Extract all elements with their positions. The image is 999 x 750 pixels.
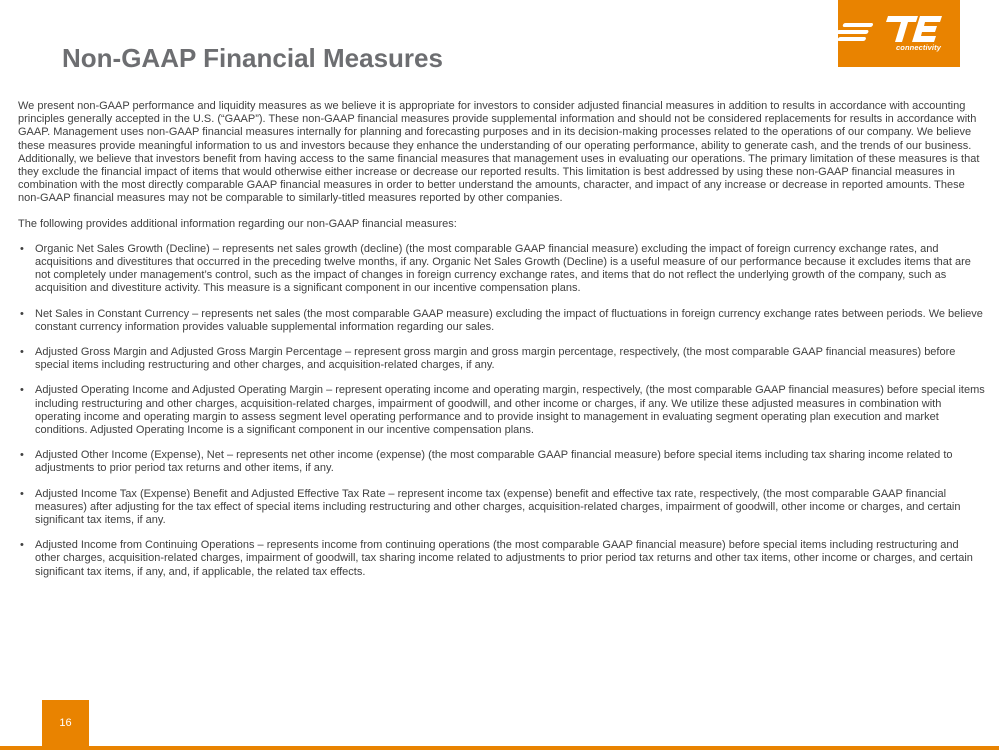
bullet-icon: • xyxy=(20,449,24,462)
list-item-text: Adjusted Income Tax (Expense) Benefit and Adjusted Effective Tax Rate – represent income tax (expense) benefit and effective tax rate, respectively, (the most comparable GAAP financial measures) after adjusting for the tax effect of special items including restructuring and other charges, acquisition-related charges, impairment of goodwill, other income or charges, and certain significant tax items, if any. xyxy=(35,487,961,527)
te-connectivity-logo xyxy=(838,0,960,67)
page-number: 16 xyxy=(42,700,89,746)
list-item-text: Net Sales in Constant Currency – represents net sales (the most comparable GAAP measure) excluding the impact of fluctuations in foreign currency exchange rates between periods. We believe constant currency information provides valuable supplemental information regarding our sales. xyxy=(35,307,983,333)
bullet-icon: • xyxy=(20,242,24,255)
bullet-icon: • xyxy=(20,539,24,552)
bullet-icon: • xyxy=(20,384,24,397)
measures-list xyxy=(18,243,986,579)
list-item xyxy=(18,308,986,334)
page-title: Non-GAAP Financial Measures xyxy=(62,43,443,73)
list-item-text: Adjusted Income from Continuing Operations – represents income from continuing operations (the most comparable GAAP financial measure) before special items including restructuring and other charges, acquisition-related charges, impairment of goodwill, tax sharing income related to adjustments to prior period tax returns and other tax items, other income or charges, and certain significant tax items, if any, and, if applicable, the related tax effects. xyxy=(35,539,973,578)
list-item-text: Organic Net Sales Growth (Decline) – represents net sales growth (decline) (the most comparable GAAP financial measure) excluding the impact of foreign currency exchange rates, and acquisitions and divestitures that occurred in the preceding twelve months, if any. Organic Net Sales Growth (Decline) is a useful measure of our performance because it excludes items that are not completely under management’s control, such as the impact of changes in foreign currency exchange rates, and items that do not reflect the underlying growth of the company, such as acquisition and divestiture activity. This measure is a significant component in our incentive compensation plans. xyxy=(35,242,971,295)
list-item xyxy=(18,449,986,475)
body-content xyxy=(18,100,986,591)
logo-subtext: connectivity xyxy=(896,43,941,52)
list-item xyxy=(18,488,986,528)
intro-paragraph: We present non-GAAP performance and liquidity measures as we believe it is appropriate for investors to consider adjusted financial measures in addition to results in accordance with accounting principles generally accepted in the U.S. (“GAAP”). These non-GAAP financial measures provide supplemental information and should not be considered replacements for results in accordance with GAAP. Management uses non-GAAP financial measures internally for planning and forecasting purposes and in its decision-making processes related to the operations of our company. We believe these measures provide meaningful information to us and investors because they enhance the understanding of our operating performance, ability to generate cash, and the trends of our business. Additionally, we believe that investors benefit from having access to the same financial measures that management uses in evaluating our operations. The primary limitation of these measures is that they exclude the financial impact of items that would otherwise either increase or decrease our reported results. This limitation is best addressed by using these non-GAAP financial measures in combination with the most directly comparable GAAP financial measures in order to better understand the amounts, character, and impact of any increase or decrease in reported amounts. These non-GAAP financial measures may not be comparable to similarly-titled measures reported by other companies. xyxy=(18,100,980,205)
list-item xyxy=(18,539,986,579)
lead-paragraph: The following provides additional information regarding our non-GAAP financial measures: xyxy=(18,217,457,230)
list-item-text: Adjusted Other Income (Expense), Net – represents net other income (expense) (the most comparable GAAP financial measure) before special items including tax sharing income related to adjustments to prior period tax returns and other items, if any. xyxy=(35,449,953,475)
list-item xyxy=(18,384,986,437)
bullet-icon: • xyxy=(20,307,24,320)
list-item-text: Adjusted Operating Income and Adjusted Operating Margin – represent operating income and operating margin, respectively, (the most comparable GAAP financial measures) before special items including restructuring and other charges, acquisition-related charges, impairment of goodwill, and other income or charges, if any. We utilize these adjusted measures in combination with operating income and operating margin to assess segment level operating performance and to provide insight to management in evaluating segment operating plan execution and market conditions. Adjusted Operating Income is a significant component in our incentive compensation plans. xyxy=(35,384,985,437)
bullet-icon: • xyxy=(20,487,24,500)
bullet-icon: • xyxy=(20,346,24,359)
bottom-accent-bar xyxy=(0,746,999,750)
list-item xyxy=(18,243,986,296)
list-item xyxy=(18,346,986,372)
list-item-text: Adjusted Gross Margin and Adjusted Gross Margin Percentage – represent gross margin and gross margin percentage, respectively, (the most comparable GAAP financial measures) before special items including restructuring and other charges, and acquisition-related charges, if any. xyxy=(35,346,956,372)
te-logo-mark-icon xyxy=(838,0,960,67)
